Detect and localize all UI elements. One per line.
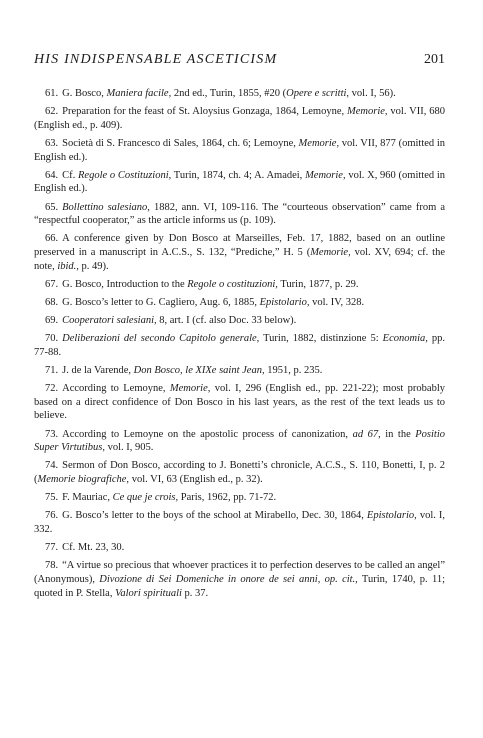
endnote-number: 62. xyxy=(45,106,59,118)
endnote-text: G. Bosco, xyxy=(62,88,107,99)
endnote-number: 70. xyxy=(45,333,59,345)
endnote-text: p. 49). xyxy=(78,260,109,272)
endnote-text: 1951, p. 235. xyxy=(264,365,323,377)
endnote-italic-text: Memorie, xyxy=(347,106,388,118)
endnote-text: G. Bosco, Introduction to the xyxy=(62,278,188,290)
endnote-text: vol. I, 905. xyxy=(104,442,154,454)
endnote-italic-text: Epistolario, xyxy=(366,510,417,522)
endnote-text: G. Bosco’s letter to the boys of the school at Mirabello, Dec. 30, 1864, xyxy=(62,510,367,522)
endnote xyxy=(34,491,445,505)
endnote-number: 68. xyxy=(45,296,59,308)
endnote xyxy=(34,364,445,378)
endnote-text: Turin, 1882, distinzione 5: xyxy=(259,333,383,345)
endnote-number: 76. xyxy=(45,510,59,522)
endnote xyxy=(34,105,445,132)
endnote-text: Sermon of Don Bosco, according to J. Bonetti’s chronicle, A.C.S., S. 110, Bonetti, I, p. 2 ( xyxy=(34,460,445,485)
page-header xyxy=(34,52,445,68)
endnote-text: vol. VI, 63 (English ed., p. 32). xyxy=(129,473,263,485)
endnote-italic-text: Divozione di Sei Domeniche in onore de sei anni, op. cit., xyxy=(99,573,358,585)
endnote-text: p. 37. xyxy=(181,587,209,599)
endnote-number: 69. xyxy=(45,315,59,327)
endnote-number: 74. xyxy=(45,460,59,472)
endnote xyxy=(34,232,445,273)
endnote-italic-text: Cooperatori salesiani, xyxy=(62,315,157,327)
page-number: 201 xyxy=(424,52,445,67)
endnote xyxy=(34,332,445,359)
endnote-number: 78. xyxy=(45,560,59,572)
endnote-number: 73. xyxy=(45,428,59,440)
endnote xyxy=(34,296,445,310)
endnote xyxy=(34,559,445,600)
endnote-text: 8, art. I (cf. also Doc. 33 below). xyxy=(156,315,297,327)
endnote-italic-text: Ce que je crois, xyxy=(112,492,179,504)
endnote-text: vol. I, 56). xyxy=(349,88,396,99)
endnote-number: 71. xyxy=(45,365,59,377)
endnote-number: 75. xyxy=(45,492,59,504)
endnote-text: vol. XV, 694; cf. the note, xyxy=(34,246,445,272)
endnote-text: Cf. Mt. 23, 30. xyxy=(62,542,125,554)
endnote xyxy=(34,169,445,196)
endnote-text: Turin, 1877, p. 29. xyxy=(277,278,359,290)
endnote-text: J. de la Varende, xyxy=(62,365,134,377)
endnote xyxy=(34,541,445,555)
endnote-italic-text: Regole o Costituzioni, xyxy=(78,169,172,181)
endnote-text: A conference given by Don Bosco at Marseilles, Feb. 17, 1882, based on an outline preserved in a manuscript in A.C.S., S. 132, “Prediche,” H. 5 ( xyxy=(34,233,445,258)
endnote xyxy=(34,87,445,101)
endnote-text: Turin, 1874, ch. 4; A. Amadei, xyxy=(171,169,306,181)
endnote-number: 67. xyxy=(45,278,59,290)
endnote-text: vol. VII, 680 (English ed., p. 409). xyxy=(34,106,445,131)
endnotes-list xyxy=(34,87,445,605)
endnote-italic-text: Bollettino salesiano, xyxy=(62,201,150,213)
endnote-italic-text: Memorie, xyxy=(298,137,340,149)
endnote-number: 65. xyxy=(45,201,59,213)
endnote-number: 63. xyxy=(45,137,59,149)
endnote-text: Paris, 1962, pp. 71-72. xyxy=(178,492,277,504)
endnote-italic-text: Don Bosco, le XIXe saint Jean, xyxy=(133,365,265,377)
running-title: HIS INDISPENSABLE ASCETICISM xyxy=(34,52,278,67)
endnote-text: “A virtue so precious that whoever practices it to perfection deserves to be called an angel” (Anonymous), xyxy=(34,560,445,585)
endnote-text: pp. 77-88. xyxy=(34,333,446,358)
endnote-text: Turin, 1740, p. 11; quoted in P. Stella, xyxy=(34,573,445,599)
endnote-italic-text: Memorie, xyxy=(310,246,351,258)
endnote-text: vol. X, 960 (omitted in English ed.). xyxy=(34,169,446,195)
endnote-italic-text: Economia, xyxy=(382,333,428,345)
endnote-text: in the xyxy=(380,428,416,440)
endnote xyxy=(34,201,445,228)
endnote-text: vol. I, 332. xyxy=(34,510,445,535)
endnote-number: 66. xyxy=(45,233,59,245)
endnote-italic-text: Opere e scritti, xyxy=(286,88,350,99)
endnote-text: According to Lemoyne on the apostolic process of canonization, xyxy=(62,428,353,440)
endnote xyxy=(34,428,445,455)
endnote xyxy=(34,278,445,292)
endnote xyxy=(34,382,445,423)
endnote-number: 61. xyxy=(45,88,59,99)
endnote-italic-text: Positio Super Virtutibus, xyxy=(34,428,446,454)
endnote-italic-text: Memorie biografiche, xyxy=(37,473,130,485)
endnote-text: According to Lemoyne, xyxy=(62,383,170,395)
endnote-italic-text: Memorie, xyxy=(305,169,346,181)
endnote-text: vol. I, 296 (English ed., pp. 221-22); most probably based on a direct confidence of Don Bosco in his last years, as the rest of the text leads us to believe. xyxy=(34,383,445,422)
endnote-italic-text: ibid., xyxy=(57,260,79,272)
endnote-text: vol. IV, 328. xyxy=(309,296,365,308)
endnote xyxy=(34,314,445,328)
endnote-text: Preparation for the feast of St. Aloysius Gonzaga, 1864, Lemoyne, xyxy=(62,106,347,118)
endnote-italic-text: Regole o costituzioni, xyxy=(187,278,278,290)
endnote-number: 77. xyxy=(45,542,59,554)
endnote-number: 72. xyxy=(45,383,59,395)
endnote-number: 64. xyxy=(45,169,59,181)
endnote-text: Società di S. Francesco di Sales, 1864, ch. 6; Lemoyne, xyxy=(62,137,299,149)
endnote xyxy=(34,137,445,164)
endnote xyxy=(34,459,445,486)
endnote-text: F. Mauriac, xyxy=(62,492,113,504)
endnote-italic-text: Maniera facile, xyxy=(106,88,172,99)
endnote-text: 1882, ann. VI, 109-116. The “courteous observation” came from a “respectful cooperator,” as the article informs us (p. 109). xyxy=(34,201,446,227)
endnote-italic-text: Memorie, xyxy=(169,383,211,395)
endnote-italic-text: Epistolario, xyxy=(259,296,310,308)
endnote-italic-text: Deliberazioni del secondo Capitolo generale, xyxy=(62,333,260,345)
endnote-italic-text: Valori spirituali xyxy=(115,587,182,599)
endnote-italic-text: ad 67, xyxy=(352,428,381,440)
endnote-text: G. Bosco’s letter to G. Cagliero, Aug. 6, 1885, xyxy=(62,296,260,308)
endnote-text: 2nd ed., Turin, 1855, #20 ( xyxy=(171,88,287,99)
endnote xyxy=(34,509,445,536)
endnote-text: vol. VII, 877 (omitted in English ed.). xyxy=(34,137,445,163)
endnote-text: Cf. xyxy=(62,169,78,181)
